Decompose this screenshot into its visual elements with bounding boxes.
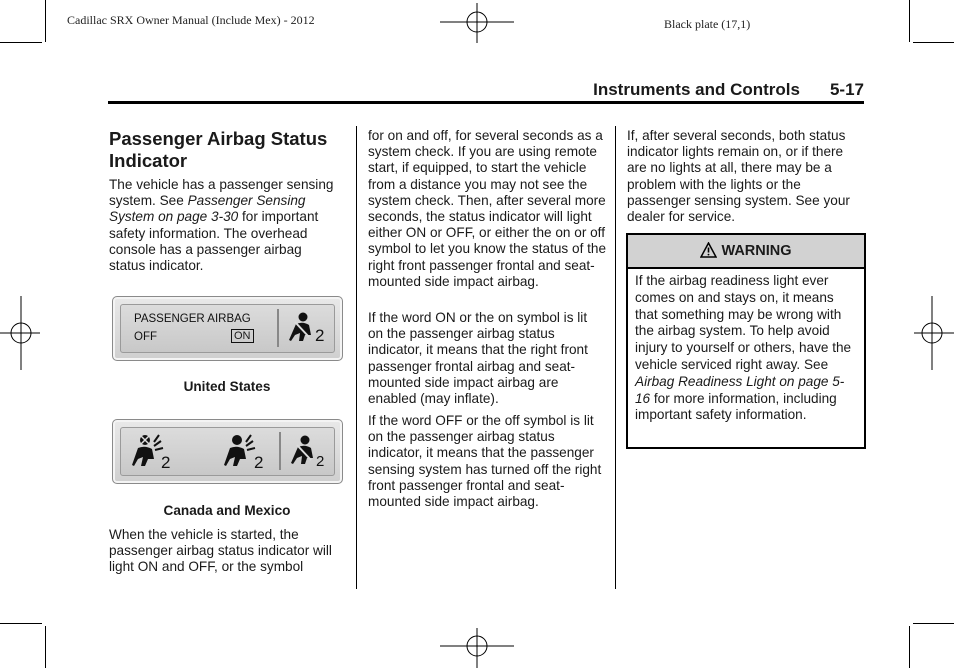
registration-mark-icon [440,3,514,43]
intro-text: for important safety information. The overhead console has a passenger airbag status indicator. [109,209,319,274]
plate-label: Black plate (17,1) [664,17,751,31]
warning-box [626,233,866,449]
body-paragraph: If the word ON or the on symbol is lit on the passenger airbag status indicator, it means that the right front passenger frontal airbag and seat-mounted side impact airbag are enabled (may inflate). [368,310,588,407]
article-title-line: Passenger Airbag Status [109,128,328,149]
seatbelt-occupant-icon [289,434,319,468]
crop-mark [913,42,954,43]
body-paragraph: for on and off, for several seconds as a system check. If you are using remote start, if equipped, to start the vehicle from a distance you may not see the system check. Then, after several more seconds, the status indicator will light either ON or OFF, or either the on or off symbol to let you know the status of the right front passenger frontal and seat-mounted side impact airbag. [368,128,607,289]
off-label: OFF [134,331,157,343]
us-indicator-panel [112,296,343,361]
section-title: Instruments and Controls [593,80,800,99]
panel-divider [277,309,279,347]
crop-mark [909,626,910,668]
page-number: 5-17 [829,80,864,99]
body-paragraph: If the word OFF or the off symbol is lit on the passenger airbag status indicator, it means that the passenger sensing system has turned off the right front passenger frontal and seat-mounted side impact airbag. [368,413,602,510]
passenger-airbag-label: PASSENGER AIRBAG [134,313,251,325]
warning-text: for more information, including important safety information. [635,390,837,423]
warning-body [635,273,859,424]
print-job-title: Cadillac SRX Owner Manual (Include Mex) - 2012 [67,13,315,27]
column-divider [356,126,357,589]
header-rule [108,101,864,104]
warning-text: If the airbag readiness light ever comes on and stays on, it means that something may be wrong with the airbag system. To help avoid injury to yourself or others, have the vehicle serviced right away. See [635,273,852,372]
us-indicator-face [120,304,335,353]
column-divider [615,126,616,589]
body-paragraph: If, after several seconds, both status indicator lights remain on, or if there are no lights at all, there may be a problem with the lights or the passenger sensing system. See your dealer for service. [627,128,850,225]
crop-mark [909,0,910,42]
warning-triangle-icon [700,242,717,258]
registration-mark-icon [0,296,40,370]
crop-mark [913,623,954,624]
warning-title: WARNING [721,243,792,259]
registration-mark-icon [440,628,514,668]
crop-mark [0,42,42,43]
figure-caption: Canada and Mexico [163,503,291,518]
seat-number: 2 [315,326,325,345]
seatbelt-occupant-icon [287,311,317,345]
intro-paragraph [109,177,341,274]
crop-mark [45,626,46,668]
running-header [108,80,864,100]
intro-text: The vehicle has a passenger sensing system. See [109,177,334,209]
cm-indicator-panel [112,419,343,484]
crop-mark [45,0,46,42]
seat-number: 2 [316,453,325,470]
cross-reference-link[interactable]: Passenger Sensing System on page 3-30 [109,193,306,225]
on-label: ON [231,329,254,343]
cm-indicator-face [120,427,335,476]
seat-number: 2 [161,453,171,472]
article-title-line: Indicator [109,150,188,171]
warning-header [628,235,864,269]
body-paragraph: When the vehicle is started, the passenger airbag status indicator will light ON and OFF, or the symbol [109,527,332,575]
article-title [109,128,349,172]
cross-reference-link[interactable]: Airbag Readiness Light on page 5-16 [635,373,845,406]
registration-mark-icon [914,296,954,370]
panel-divider [279,432,281,470]
seat-number: 2 [254,453,264,472]
crop-mark [0,623,42,624]
figure-caption: United States [183,379,271,394]
